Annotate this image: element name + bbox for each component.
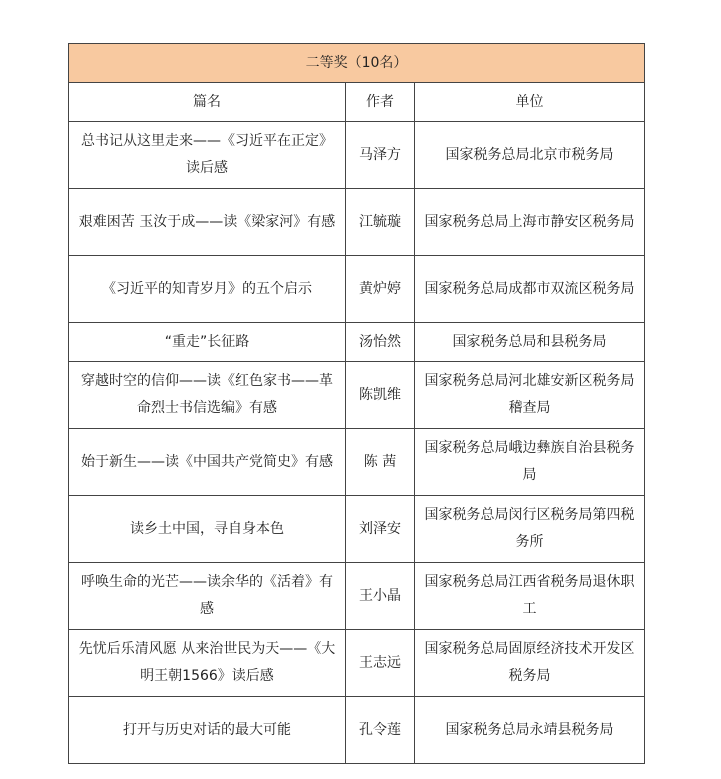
- row-unit: 国家税务总局北京市税务局: [414, 122, 644, 189]
- row-unit: 国家税务总局成都市双流区税务局: [414, 256, 644, 323]
- table-header-row: [69, 83, 645, 122]
- row-author: 王志远: [346, 630, 415, 697]
- column-header-title: 篇名: [69, 83, 346, 122]
- table-row: [69, 496, 645, 563]
- row-unit: 国家税务总局永靖县税务局: [414, 697, 644, 764]
- row-author: 黄炉婷: [346, 256, 415, 323]
- row-author: 陈 茜: [346, 429, 415, 496]
- row-title: “重走”长征路: [69, 323, 346, 362]
- row-unit: 国家税务总局峨边彝族自治县税务局: [414, 429, 644, 496]
- table-row: [69, 122, 645, 189]
- row-unit: 国家税务总局河北雄安新区税务局稽查局: [414, 362, 644, 429]
- table-row: [69, 697, 645, 764]
- row-author: 汤怡然: [346, 323, 415, 362]
- row-title: 穿越时空的信仰——读《红色家书——革命烈士书信选编》有感: [69, 362, 346, 429]
- row-author: 陈凯维: [346, 362, 415, 429]
- row-author: 马泽方: [346, 122, 415, 189]
- row-title: 始于新生——读《中国共产党简史》有感: [69, 429, 346, 496]
- row-author: 刘泽安: [346, 496, 415, 563]
- row-title: 《习近平的知青岁月》的五个启示: [69, 256, 346, 323]
- table-row: [69, 189, 645, 256]
- row-author: 孔令莲: [346, 697, 415, 764]
- table-caption-row: [69, 44, 645, 83]
- row-title: 读乡土中国，寻自身本色: [69, 496, 346, 563]
- table-row: [69, 563, 645, 630]
- row-unit: 国家税务总局和县税务局: [414, 323, 644, 362]
- table-row: [69, 630, 645, 697]
- row-title: 打开与历史对话的最大可能: [69, 697, 346, 764]
- column-header-unit: 单位: [414, 83, 644, 122]
- row-author: 江毓璇: [346, 189, 415, 256]
- row-unit: 国家税务总局固原经济技术开发区税务局: [414, 630, 644, 697]
- table-row: [69, 323, 645, 362]
- row-title: 总书记从这里走来——《习近平在正定》读后感: [69, 122, 346, 189]
- row-unit: 国家税务总局江西省税务局退休职工: [414, 563, 644, 630]
- table-caption: 二等奖（10名）: [69, 44, 645, 83]
- row-title: 先忧后乐清风愿 从来治世民为天——《大明王朝1566》读后感: [69, 630, 346, 697]
- table-row: [69, 256, 645, 323]
- column-header-author: 作者: [346, 83, 415, 122]
- table-row: [69, 429, 645, 496]
- row-title: 呼唤生命的光芒——读余华的《活着》有感: [69, 563, 346, 630]
- table-row: [69, 362, 645, 429]
- row-author: 王小晶: [346, 563, 415, 630]
- row-unit: 国家税务总局闵行区税务局第四税务所: [414, 496, 644, 563]
- row-title: 艰难困苦 玉汝于成——读《梁家河》有感: [69, 189, 346, 256]
- award-table: [68, 43, 645, 764]
- row-unit: 国家税务总局上海市静安区税务局: [414, 189, 644, 256]
